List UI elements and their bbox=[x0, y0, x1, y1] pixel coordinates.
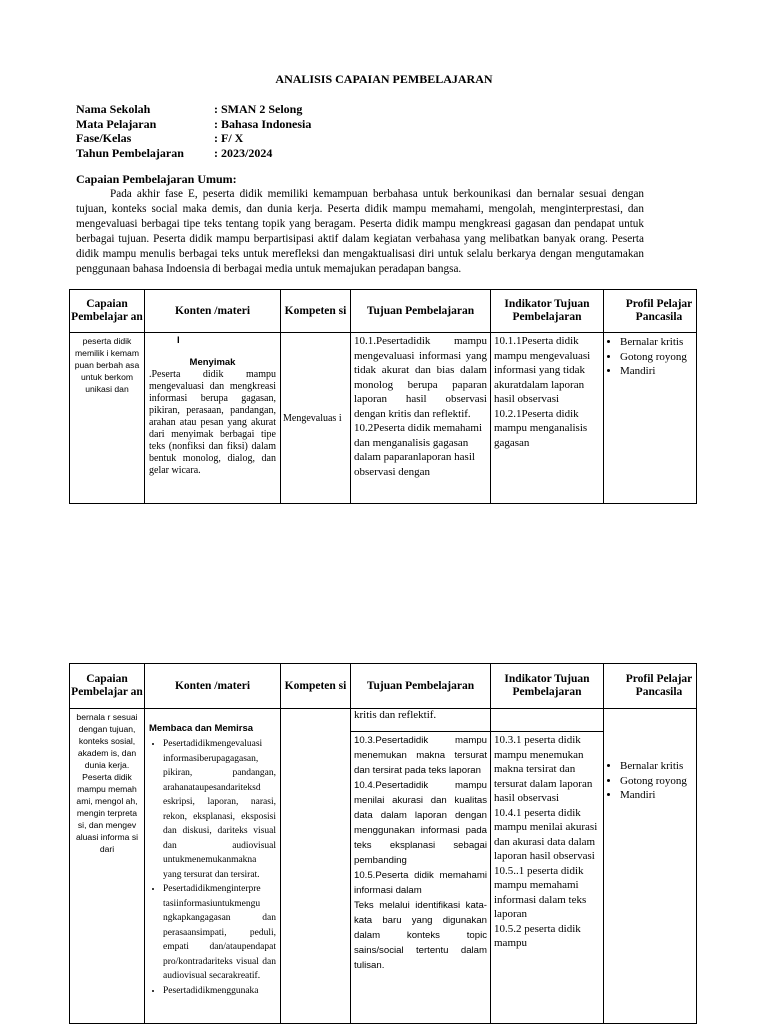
cell-profil bbox=[604, 709, 697, 1024]
cell-konten bbox=[145, 709, 281, 1024]
indikator-item: 10.5..1 peserta didik mampu memahami informasi dalam teks laporan bbox=[494, 864, 587, 920]
konten-text: .Peserta didik mampu mengevaluasi dan mengkreasi informasi berupa gagasan, pikiran, perasaan, pandangan, arahan atau pesan yang akurat dari menyimak berbagai tipe teks (nonfiksi dan fiksi) dalam bentuk monolog, dialog, dan gelar wicara. bbox=[149, 369, 276, 476]
indikator-item: 10.4.1 peserta didik mampu menilai akurasi dan akurasi data dalam laporan hasil observasi bbox=[494, 806, 598, 862]
cp-paragraph: Pada akhir fase E, peserta didik memiliki kemampuan berbahasa untuk berkounikasi dan bernalar sesuai dengan tujuan, konteks social maka demis, dan dunia kerja. Peserta didik mampu memahami, mengolah, menginterprestasi, dan mengevaluasi berbagai tipe teks tentang topik yang beragam. Peserta didik mampu mengkreasi gagasan dan pendapat untuk berbagai tujuan. Peserta didik mampu berpartisipasi aktif dalam kegiatan verbahasa yang melibatkan banyak orang. Peserta didik mampu menulis berbagai teks untuk merefleksi dan mengaktualisasi diri untuk selalu berkarya dengan mengutamakan penggunaan bahasa Indoensia di berbagai media untuk memajukan peradapan bangsa. bbox=[76, 188, 644, 275]
table-header-row bbox=[70, 664, 697, 709]
tujuan-continued: kritis dan reflektif. bbox=[351, 709, 490, 732]
cell-capaian: peserta didik memilik i kemam puan berbah asa untuk berkom unikasi dan bbox=[70, 333, 145, 504]
profil-item: • Gotong royong bbox=[620, 774, 696, 789]
info-label: Mata Pelajaran bbox=[76, 116, 157, 131]
tujuan-item: Teks melalui identifikasi kata-kata baru yang digunakan dalam konteks topic sains/social tertentu dalam tulisan. bbox=[354, 900, 487, 971]
tujuan-list bbox=[351, 732, 490, 974]
info-row-subject bbox=[76, 117, 311, 132]
indikator-item: 10.5.2 peserta didik mampu bbox=[494, 922, 581, 949]
info-value: : SMAN 2 Selong bbox=[214, 102, 303, 116]
page-title: ANALISIS CAPAIAN PEMBELAJARAN bbox=[275, 72, 493, 86]
header-konten: Konten /materi bbox=[145, 290, 281, 333]
cell-indikator bbox=[491, 333, 604, 504]
header-profil: Profil Pelajar Pancasila bbox=[604, 290, 697, 333]
konten-item: • Pesertadidikmenggunaka bbox=[163, 984, 276, 999]
konten-subheading: Membaca dan Memirsa bbox=[149, 723, 254, 734]
indikator-list bbox=[491, 732, 603, 952]
header-kompetensi: Kompeten si bbox=[281, 290, 351, 333]
tujuan-item: 10.5.Peserta didik memahami informasi dalam bbox=[354, 870, 487, 896]
info-label: Nama Sekolah bbox=[76, 102, 151, 116]
cell-kompetensi bbox=[281, 709, 351, 1024]
profil-list bbox=[604, 759, 696, 803]
indikator-item: 10.3.1 peserta didik mampu menemukan makna tersirat dan tersurat dalam laporan hasil observasi bbox=[494, 734, 593, 804]
header-indikator: Indikator Tujuan Pembelajaran bbox=[491, 290, 604, 333]
konten-item: • Pesertadidikmengevaluasi informasiberupagagasan, pikiran, pandangan, arahanataupesandariteksd eskripsi, laporan, narasi, rekon, eksplanasi, eksposisi dan diskusi, dariteks visual dan audiovisual untukmenemukanmakna yang tersurat dan tersirat. bbox=[163, 737, 276, 882]
info-row-year bbox=[76, 146, 311, 161]
info-row-phase bbox=[76, 131, 311, 146]
indikator-item: 10.1.1Peserta didik mampu mengevaluasi informasi yang tidak akuratdalam laporan hasil observasi bbox=[494, 335, 591, 405]
konten-list bbox=[149, 737, 276, 998]
header-konten: Konten /materi bbox=[145, 664, 281, 709]
header-indikator: Indikator Tujuan Pembelajaran bbox=[491, 664, 604, 709]
table-header-row bbox=[70, 290, 697, 333]
header-profil: Profil Pelajar Pancasila bbox=[604, 664, 697, 709]
profil-item: • Bernalar kritis bbox=[620, 335, 696, 350]
header-tujuan: Tujuan Pembelajaran bbox=[351, 664, 491, 709]
profil-item: • Mandiri bbox=[620, 364, 696, 379]
tujuan-item: 10.3.Pesertadidik mampu menemukan makna tersurat dan tersirat pada teks laporan bbox=[354, 735, 487, 776]
tujuan-item: 10.1.Pesertadidik mampu mengevaluasi informasi yang tidak akurat dan bias dalam monolog berupa paparan laporan hasil observasi dengan kritis dan reflektif. bbox=[354, 335, 487, 420]
info-value: : Bahasa Indonesia bbox=[214, 116, 312, 131]
profil-item: • Gotong royong bbox=[620, 350, 696, 365]
table-row bbox=[70, 709, 697, 1024]
analysis-table-1 bbox=[69, 289, 697, 504]
konten-number: I bbox=[177, 335, 180, 346]
school-info bbox=[76, 102, 311, 160]
header-capaian: Capaian Pembelajar an bbox=[70, 664, 145, 709]
info-row-school bbox=[76, 102, 311, 117]
konten-item: • Pesertadidikmenginterpre tasiinformasiuntukmengu ngkapkangagasan dan perasaansimpati, peduli, empati dan/ataupendapat pro/kontradariteks visual dan audiovisual secarakreatif. bbox=[163, 882, 276, 984]
tujuan-item: 10.2Peserta didik memahami dan menganalisis gagasan dalam paparanlaporan hasil observasi dengan bbox=[354, 422, 482, 478]
header-tujuan: Tujuan Pembelajaran bbox=[351, 290, 491, 333]
cell-tujuan bbox=[351, 709, 491, 1024]
info-value: : F/ X bbox=[214, 131, 244, 145]
info-value: : 2023/2024 bbox=[214, 145, 273, 160]
cell-indikator bbox=[491, 709, 604, 1024]
analysis-table-2 bbox=[69, 663, 697, 1024]
konten-subheading: Menyimak bbox=[189, 357, 236, 368]
info-label: Tahun Pembelajaran bbox=[76, 145, 184, 160]
indikator-spacer bbox=[491, 709, 603, 732]
header-kompetensi: Kompeten si bbox=[281, 664, 351, 709]
profil-item: • Mandiri bbox=[620, 788, 696, 803]
cell-konten bbox=[145, 333, 281, 504]
table-row bbox=[70, 333, 697, 504]
profil-list bbox=[604, 335, 696, 379]
cell-profil bbox=[604, 333, 697, 504]
header-capaian: Capaian Pembelajar an bbox=[70, 290, 145, 333]
cell-kompetensi: Mengevaluas i bbox=[281, 333, 351, 504]
cell-tujuan bbox=[351, 333, 491, 504]
tujuan-item: 10.4.Pesertadidik mampu menilai akurasi dan kualitas data dalam laporan dengan menggunakan informasi pada teks eksplanasi sebagai pembanding bbox=[354, 780, 487, 866]
cell-capaian: bernala r sesuai dengan tujuan, konteks sosial, akadem is, dan dunia kerja. Peserta didik mampu memah ami, mengol ah, mengin terpreta si, dan mengev aluasi informa si dari bbox=[70, 709, 145, 1024]
indikator-item: 10.2.1Peserta didik mampu menganalisis gagasan bbox=[494, 407, 588, 449]
info-label: Fase/Kelas bbox=[76, 131, 132, 145]
profil-item: • Bernalar kritis bbox=[620, 759, 696, 774]
cp-heading: Capaian Pembelajaran Umum: bbox=[76, 172, 237, 186]
